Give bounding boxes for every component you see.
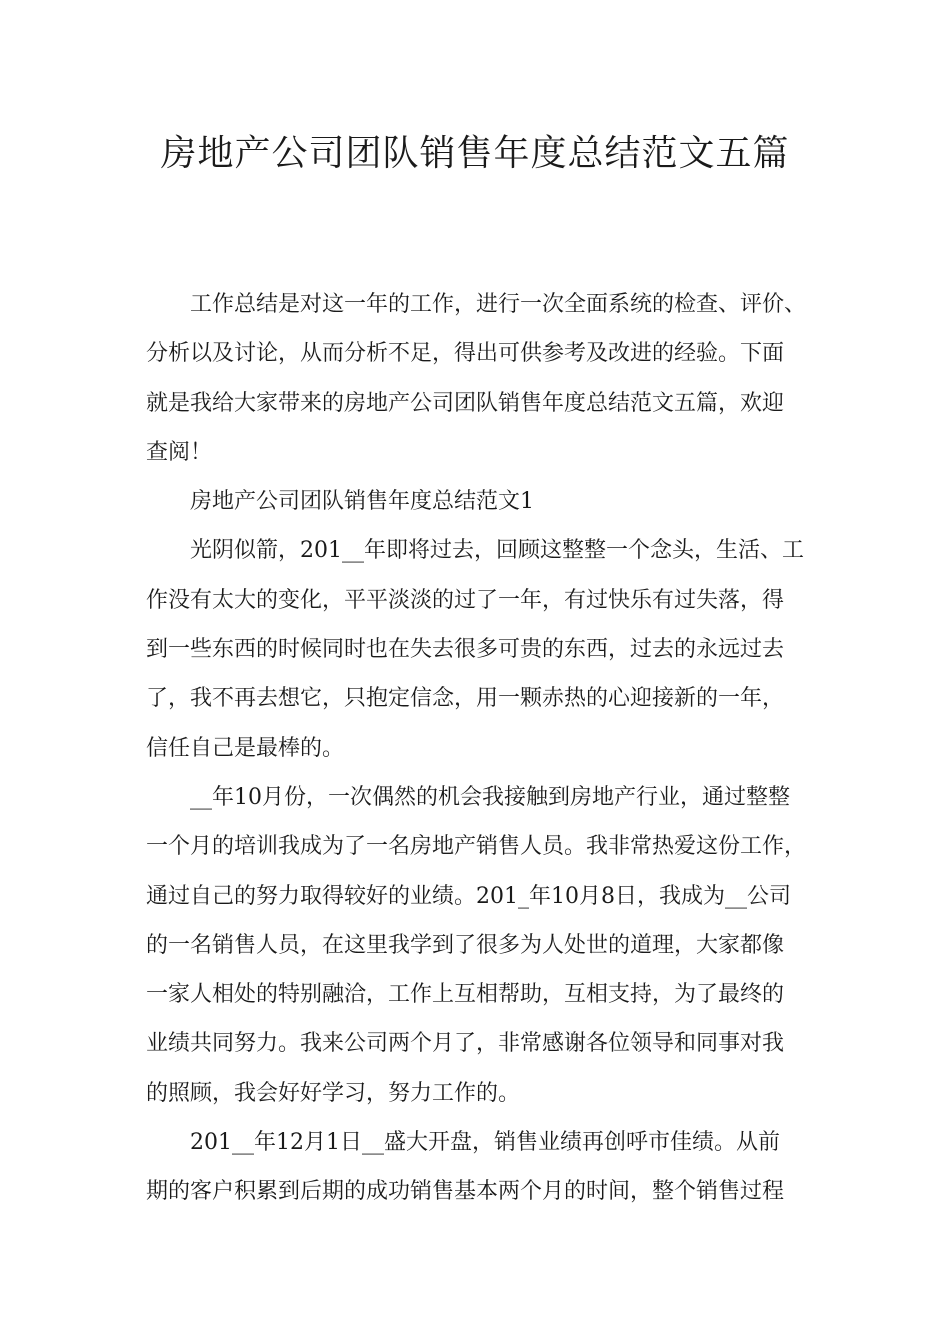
paragraph-line: 了，我不再去想它，只抱定信念，用一颗赤热的心迎接新的一年， (146, 686, 785, 712)
paragraph-first-line: __年10月份，一次偶然的机会我接触到房地产行业，通过整整 (190, 784, 790, 810)
paragraph-line: 业绩共同努力。我来公司两个月了，非常感谢各位领导和同事对我 (146, 1031, 785, 1057)
paragraph-first-line: 光阴似箭，201__年即将过去，回顾这整整一个念头，生活、工 (190, 538, 804, 564)
paragraph-line: 通过自己的努力取得较好的业绩。201_年10月8日，我成为__公司 (146, 883, 791, 909)
document-title: 房地产公司团队销售年度总结范文五篇 (160, 133, 790, 174)
paragraph-line: 到一些东西的时候同时也在失去很多可贵的东西，过去的永远过去 (146, 637, 785, 663)
paragraph-line: 查阅！ (146, 439, 213, 465)
paragraph-line: 一家人相处的特别融洽，工作上互相帮助，互相支持，为了最终的 (146, 982, 785, 1008)
paragraph-first-line: 201__年12月1日__盛大开盘，销售业绩再创呼市佳绩。从前 (190, 1130, 780, 1156)
document-body (146, 280, 826, 1217)
paragraph-line: 的照顾，我会好好学习，努力工作的。 (146, 1080, 521, 1106)
paragraph-first-line: 房地产公司团队销售年度总结范文1 (190, 489, 534, 515)
paragraph-line: 期的客户积累到后期的成功销售基本两个月的时间，整个销售过程 (146, 1179, 785, 1205)
paragraph-line: 的一名销售人员，在这里我学到了很多为人处世的道理，大家都像 (146, 932, 785, 958)
paragraph-line: 信任自己是最棒的。 (146, 735, 345, 761)
paragraph-line: 一个月的培训我成为了一名房地产销售人员。我非常热爱这份工作， (146, 834, 807, 860)
paragraph-line: 作没有太大的变化，平平淡淡的过了一年，有过快乐有过失落，得 (146, 587, 785, 613)
paragraph-first-line: 工作总结是对这一年的工作，进行一次全面系统的检查、评价、 (190, 292, 807, 317)
paragraph-line: 就是我给大家带来的房地产公司团队销售年度总结范文五篇，欢迎 (146, 390, 785, 416)
paragraph-line: 分析以及讨论，从而分析不足，得出可供参考及改进的经验。下面 (146, 341, 785, 367)
